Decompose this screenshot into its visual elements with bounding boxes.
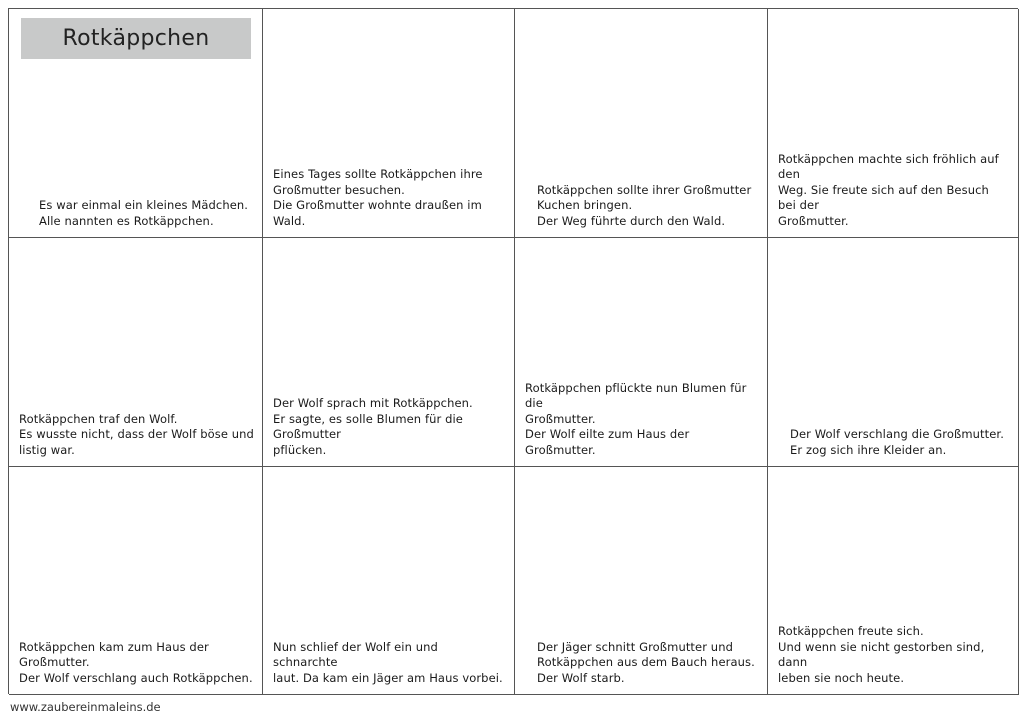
- footer-website: www.zaubereinmaleins.de: [10, 700, 161, 714]
- story-panel-11: [515, 467, 768, 695]
- story-grid: [8, 8, 1018, 694]
- story-panel-1: [9, 9, 263, 238]
- story-panel-5: [9, 238, 263, 467]
- story-panel-9: [9, 467, 263, 695]
- panel-text: Rotkäppchen traf den Wolf. Es wusste nicht, dass der Wolf böse und listig war.: [19, 411, 254, 457]
- panel-text: Der Jäger schnitt Großmutter und Rotkäppchen aus dem Bauch heraus. Der Wolf starb.: [537, 639, 755, 685]
- story-panel-4: [768, 9, 1019, 238]
- story-panel-10: [263, 467, 515, 695]
- panel-text: Rotkäppchen pflückte nun Blumen für die Großmutter. Der Wolf eilte zum Haus der Großmutter.: [525, 380, 747, 457]
- panel-text: Der Wolf verschlang die Großmutter. Er zog sich ihre Kleider an.: [790, 427, 1004, 457]
- panel-text: Rotkäppchen machte sich fröhlich auf den Weg. Sie freute sich auf den Besuch bei der Großmutter.: [778, 151, 999, 228]
- story-panel-7: [515, 238, 768, 467]
- panel-text: Es war einmal ein kleines Mädchen. Alle nannten es Rotkäppchen.: [39, 198, 249, 228]
- worksheet-title: Rotkäppchen: [21, 18, 251, 59]
- panel-text: Rotkäppchen freute sich. Und wenn sie nicht gestorben sind, dann leben sie noch heute.: [778, 624, 985, 685]
- story-panel-12: [768, 467, 1019, 695]
- story-panel-8: [768, 238, 1019, 467]
- panel-text: Rotkäppchen kam zum Haus der Großmutter. Der Wolf verschlang auch Rotkäppchen.: [19, 639, 253, 685]
- story-panel-2: [263, 9, 515, 238]
- panel-text: Nun schlief der Wolf ein und schnarchte laut. Da kam ein Jäger am Haus vorbei.: [273, 639, 503, 685]
- panel-text: Rotkäppchen sollte ihrer Großmutter Kuchen bringen. Der Weg führte durch den Wald.: [537, 182, 752, 228]
- story-panel-6: [263, 238, 515, 467]
- story-panel-3: [515, 9, 768, 238]
- panel-text: Eines Tages sollte Rotkäppchen ihre Großmutter besuchen. Die Großmutter wohnte draußen im Wald.: [273, 167, 483, 228]
- panel-text: Der Wolf sprach mit Rotkäppchen. Er sagte, es solle Blumen für die Großmutter pflücken.: [273, 396, 473, 457]
